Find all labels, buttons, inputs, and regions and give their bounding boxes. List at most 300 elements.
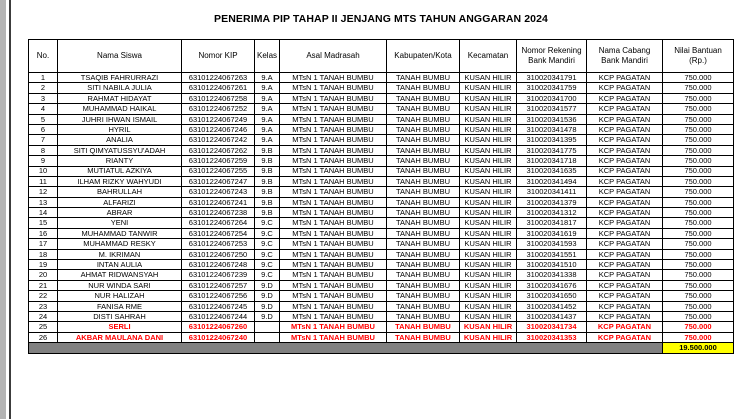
table-row [29, 301, 734, 311]
cell-rek: 310020341536 [517, 114, 587, 124]
cell-rek: 310020341395 [517, 135, 587, 145]
cell-cabang: KCP PAGATAN [587, 291, 663, 301]
cell-kip: 63101224067238 [182, 208, 255, 218]
cell-rek: 310020341312 [517, 208, 587, 218]
cell-nama: AHMAT RIDWANSYAH [58, 270, 182, 280]
cell-cabang: KCP PAGATAN [587, 135, 663, 145]
cell-nilai: 750.000 [663, 166, 734, 176]
cell-nama: NUR HALIZAH [58, 291, 182, 301]
cell-cabang: KCP PAGATAN [587, 73, 663, 83]
total-value: 19.500.000 [663, 343, 734, 353]
cell-kec: KUSAN HILIR [460, 166, 517, 176]
cell-asal: MTsN 1 TANAH BUMBU [280, 270, 387, 280]
cell-asal: MTsN 1 TANAH BUMBU [280, 73, 387, 83]
cell-asal: MTsN 1 TANAH BUMBU [280, 135, 387, 145]
table-row [29, 239, 734, 249]
cell-rek: 310020341718 [517, 156, 587, 166]
table-row [29, 124, 734, 134]
cell-rek: 310020341577 [517, 104, 587, 114]
cell-kip: 63101224067248 [182, 260, 255, 270]
cell-kab: TANAH BUMBU [387, 260, 460, 270]
cell-kelas: 9.A [255, 73, 280, 83]
cell-kelas: 9.D [255, 291, 280, 301]
cell-no: 6 [29, 124, 58, 134]
cell-nilai: 750.000 [663, 311, 734, 321]
cell-rek: 310020341494 [517, 176, 587, 186]
cell-kab: TANAH BUMBU [387, 208, 460, 218]
cell-kelas: 9.B [255, 145, 280, 155]
cell-cabang: KCP PAGATAN [587, 208, 663, 218]
cell-kab: TANAH BUMBU [387, 218, 460, 228]
cell-kelas: 9.D [255, 311, 280, 321]
cell-kec: KUSAN HILIR [460, 145, 517, 155]
cell-nilai: 750.000 [663, 73, 734, 83]
cell-kelas: 9.B [255, 166, 280, 176]
cell-kip: 63101224067255 [182, 166, 255, 176]
cell-kelas [255, 322, 280, 332]
cell-nilai: 750.000 [663, 104, 734, 114]
cell-kec: KUSAN HILIR [460, 249, 517, 259]
cell-kip: 63101224067257 [182, 280, 255, 290]
cell-kec: KUSAN HILIR [460, 197, 517, 207]
cell-nama: HYRIL [58, 124, 182, 134]
table-row [29, 260, 734, 270]
cell-kelas: 9.C [255, 249, 280, 259]
cell-rek: 310020341791 [517, 73, 587, 83]
cell-kelas: 9.A [255, 104, 280, 114]
cell-kec: KUSAN HILIR [460, 114, 517, 124]
cell-no: 24 [29, 311, 58, 321]
table-row [29, 83, 734, 93]
cell-kip: 63101224067242 [182, 135, 255, 145]
cell-no: 17 [29, 239, 58, 249]
cell-kab: TANAH BUMBU [387, 280, 460, 290]
cell-nilai: 750.000 [663, 156, 734, 166]
cell-asal: MTsN 1 TANAH BUMBU [280, 145, 387, 155]
cell-kelas: 9.D [255, 301, 280, 311]
cell-nilai: 750.000 [663, 145, 734, 155]
cell-kip: 63101224067252 [182, 104, 255, 114]
cell-rek: 310020341759 [517, 83, 587, 93]
total-gray-band [29, 343, 663, 353]
table-footer [29, 343, 734, 353]
cell-kip: 63101224067241 [182, 197, 255, 207]
cell-nama: SITI QIMYATUSSYU'ADAH [58, 145, 182, 155]
cell-rek: 310020341650 [517, 291, 587, 301]
cell-cabang: KCP PAGATAN [587, 332, 663, 342]
cell-kip: 63101224067263 [182, 73, 255, 83]
cell-cabang: KCP PAGATAN [587, 166, 663, 176]
cell-no: 15 [29, 218, 58, 228]
cell-kab: TANAH BUMBU [387, 301, 460, 311]
cell-nama: ALFARIZI [58, 197, 182, 207]
cell-kelas: 9.C [255, 239, 280, 249]
cell-no: 1 [29, 73, 58, 83]
cell-asal: MTsN 1 TANAH BUMBU [280, 124, 387, 134]
cell-kelas: 9.B [255, 197, 280, 207]
cell-no: 19 [29, 260, 58, 270]
cell-kab: TANAH BUMBU [387, 311, 460, 321]
cell-nilai: 750.000 [663, 280, 734, 290]
cell-cabang: KCP PAGATAN [587, 322, 663, 332]
cell-kec: KUSAN HILIR [460, 239, 517, 249]
cell-rek: 310020341437 [517, 311, 587, 321]
cell-kab: TANAH BUMBU [387, 145, 460, 155]
cell-kec: KUSAN HILIR [460, 73, 517, 83]
cell-kec: KUSAN HILIR [460, 260, 517, 270]
cell-nama: MUHAMMAD RESKY [58, 239, 182, 249]
header-row [29, 40, 734, 73]
cell-asal: MTsN 1 TANAH BUMBU [280, 176, 387, 186]
cell-nama: AKBAR MAULANA DANI [58, 332, 182, 342]
cell-kab: TANAH BUMBU [387, 135, 460, 145]
table-row [29, 322, 734, 332]
cell-kip: 63101224067256 [182, 291, 255, 301]
cell-kip: 63101224067260 [182, 322, 255, 332]
cell-kab: TANAH BUMBU [387, 239, 460, 249]
table-body [29, 73, 734, 343]
cell-kec: KUSAN HILIR [460, 301, 517, 311]
table-row [29, 104, 734, 114]
cell-no: 11 [29, 176, 58, 186]
cell-no: 7 [29, 135, 58, 145]
cell-nilai: 750.000 [663, 218, 734, 228]
page-edge-strip [0, 0, 6, 419]
cell-kelas [255, 332, 280, 342]
table-row [29, 114, 734, 124]
cell-kelas: 9.C [255, 218, 280, 228]
cell-nama: DISTI SAHRAH [58, 311, 182, 321]
cell-cabang: KCP PAGATAN [587, 145, 663, 155]
table-row [29, 311, 734, 321]
cell-nilai: 750.000 [663, 322, 734, 332]
cell-nama: FANISA RME [58, 301, 182, 311]
cell-cabang: KCP PAGATAN [587, 218, 663, 228]
cell-rek: 310020341478 [517, 124, 587, 134]
cell-nama: BAHRULLAH [58, 187, 182, 197]
cell-kip: 63101224067249 [182, 114, 255, 124]
cell-no: 10 [29, 166, 58, 176]
cell-asal: MTsN 1 TANAH BUMBU [280, 104, 387, 114]
cell-asal: MTsN 1 TANAH BUMBU [280, 301, 387, 311]
cell-asal: MTsN 1 TANAH BUMBU [280, 114, 387, 124]
cell-nilai: 750.000 [663, 208, 734, 218]
cell-kab: TANAH BUMBU [387, 291, 460, 301]
cell-kec: KUSAN HILIR [460, 135, 517, 145]
cell-cabang: KCP PAGATAN [587, 156, 663, 166]
table-row [29, 166, 734, 176]
cell-cabang: KCP PAGATAN [587, 301, 663, 311]
cell-rek: 310020341551 [517, 249, 587, 259]
table-row [29, 135, 734, 145]
cell-kelas: 9.A [255, 83, 280, 93]
cell-kelas: 9.A [255, 124, 280, 134]
cell-kab: TANAH BUMBU [387, 197, 460, 207]
cell-nilai: 750.000 [663, 301, 734, 311]
cell-cabang: KCP PAGATAN [587, 197, 663, 207]
cell-no: 26 [29, 332, 58, 342]
cell-nilai: 750.000 [663, 249, 734, 259]
cell-nama: TSAQIB FAHRURRAZI [58, 73, 182, 83]
col-header-nomor-kip: Nomor KIP [182, 40, 255, 73]
cell-no: 18 [29, 249, 58, 259]
cell-kec: KUSAN HILIR [460, 311, 517, 321]
cell-kab: TANAH BUMBU [387, 322, 460, 332]
cell-nilai: 750.000 [663, 124, 734, 134]
cell-no: 20 [29, 270, 58, 280]
cell-no: 16 [29, 228, 58, 238]
cell-nilai: 750.000 [663, 260, 734, 270]
cell-kelas: 9.C [255, 260, 280, 270]
table-row [29, 145, 734, 155]
cell-kab: TANAH BUMBU [387, 176, 460, 186]
cell-kip: 63101224067262 [182, 145, 255, 155]
cell-nilai: 750.000 [663, 93, 734, 103]
col-header-asal-madrasah: Asal Madrasah [280, 40, 387, 73]
cell-nilai: 750.000 [663, 187, 734, 197]
cell-no: 21 [29, 280, 58, 290]
table-row [29, 218, 734, 228]
cell-kec: KUSAN HILIR [460, 104, 517, 114]
cell-nilai: 750.000 [663, 197, 734, 207]
cell-kip: 63101224067240 [182, 332, 255, 342]
cell-nama: RAHMAT HIDAYAT [58, 93, 182, 103]
cell-kelas: 9.B [255, 208, 280, 218]
cell-kab: TANAH BUMBU [387, 73, 460, 83]
cell-no: 9 [29, 156, 58, 166]
cell-kab: TANAH BUMBU [387, 124, 460, 134]
cell-cabang: KCP PAGATAN [587, 270, 663, 280]
cell-rek: 310020341593 [517, 239, 587, 249]
cell-kelas: 9.A [255, 135, 280, 145]
cell-nama: JUHRI IHWAN ISMAIL [58, 114, 182, 124]
cell-kelas: 9.C [255, 228, 280, 238]
cell-cabang: KCP PAGATAN [587, 124, 663, 134]
cell-kelas: 9.A [255, 114, 280, 124]
cell-asal: MTsN 1 TANAH BUMBU [280, 239, 387, 249]
document-sheet [28, 0, 734, 354]
cell-no: 4 [29, 104, 58, 114]
cell-nama: MUHAMMAD HAIKAL [58, 104, 182, 114]
cell-kab: TANAH BUMBU [387, 270, 460, 280]
cell-nilai: 750.000 [663, 114, 734, 124]
cell-nilai: 750.000 [663, 332, 734, 342]
cell-cabang: KCP PAGATAN [587, 187, 663, 197]
cell-kelas: 9.B [255, 156, 280, 166]
cell-asal: MTsN 1 TANAH BUMBU [280, 249, 387, 259]
cell-no: 22 [29, 291, 58, 301]
table-row [29, 228, 734, 238]
cell-nilai: 750.000 [663, 83, 734, 93]
cell-cabang: KCP PAGATAN [587, 260, 663, 270]
table-row [29, 270, 734, 280]
cell-kec: KUSAN HILIR [460, 280, 517, 290]
table-row [29, 156, 734, 166]
cell-kab: TANAH BUMBU [387, 156, 460, 166]
cell-kab: TANAH BUMBU [387, 187, 460, 197]
cell-no: 2 [29, 83, 58, 93]
cell-kec: KUSAN HILIR [460, 270, 517, 280]
cell-nama: YENI [58, 218, 182, 228]
cell-asal: MTsN 1 TANAH BUMBU [280, 156, 387, 166]
table-row [29, 208, 734, 218]
col-header-nomor-rekening: Nomor Rekening Bank Mandiri [517, 40, 587, 73]
cell-kip: 63101224067239 [182, 270, 255, 280]
cell-asal: MTsN 1 TANAH BUMBU [280, 83, 387, 93]
cell-kip: 63101224067244 [182, 311, 255, 321]
cell-cabang: KCP PAGATAN [587, 114, 663, 124]
recipients-table [28, 39, 734, 354]
cell-nilai: 750.000 [663, 228, 734, 238]
cell-kec: KUSAN HILIR [460, 322, 517, 332]
cell-nama: SITI NABILA JULIA [58, 83, 182, 93]
cell-kip: 63101224067246 [182, 124, 255, 134]
table-row [29, 197, 734, 207]
cell-no: 13 [29, 197, 58, 207]
cell-kec: KUSAN HILIR [460, 176, 517, 186]
cell-cabang: KCP PAGATAN [587, 104, 663, 114]
cell-cabang: KCP PAGATAN [587, 249, 663, 259]
cell-cabang: KCP PAGATAN [587, 239, 663, 249]
cell-cabang: KCP PAGATAN [587, 280, 663, 290]
table-row [29, 176, 734, 186]
cell-asal: MTsN 1 TANAH BUMBU [280, 322, 387, 332]
col-header-nama-siswa: Nama Siswa [58, 40, 182, 73]
cell-nama: ABRAR [58, 208, 182, 218]
cell-kelas: 9.C [255, 270, 280, 280]
cell-kab: TANAH BUMBU [387, 114, 460, 124]
cell-asal: MTsN 1 TANAH BUMBU [280, 228, 387, 238]
cell-rek: 310020341411 [517, 187, 587, 197]
cell-cabang: KCP PAGATAN [587, 311, 663, 321]
cell-kec: KUSAN HILIR [460, 93, 517, 103]
page-title: PENERIMA PIP TAHAP II JENJANG MTS TAHUN ANGGARAN 2024 [214, 13, 548, 25]
table-header [29, 40, 734, 73]
cell-kec: KUSAN HILIR [460, 83, 517, 93]
cell-asal: MTsN 1 TANAH BUMBU [280, 218, 387, 228]
cell-rek: 310020341734 [517, 322, 587, 332]
cell-kec: KUSAN HILIR [460, 156, 517, 166]
table-row [29, 332, 734, 342]
cell-kab: TANAH BUMBU [387, 83, 460, 93]
cell-rek: 310020341452 [517, 301, 587, 311]
cell-no: 5 [29, 114, 58, 124]
cell-asal: MTsN 1 TANAH BUMBU [280, 166, 387, 176]
cell-asal: MTsN 1 TANAH BUMBU [280, 260, 387, 270]
cell-nama: MUHAMMAD TANWIR [58, 228, 182, 238]
cell-kip: 63101224067243 [182, 187, 255, 197]
cell-nama: MUTIATUL AZKIYA [58, 166, 182, 176]
cell-nilai: 750.000 [663, 135, 734, 145]
cell-kec: KUSAN HILIR [460, 124, 517, 134]
table-row [29, 291, 734, 301]
cell-kab: TANAH BUMBU [387, 104, 460, 114]
cell-kelas: 9.B [255, 187, 280, 197]
cell-cabang: KCP PAGATAN [587, 176, 663, 186]
cell-nama: SERLI [58, 322, 182, 332]
cell-kip: 63101224067258 [182, 93, 255, 103]
cell-nama: NUR WINDA SARI [58, 280, 182, 290]
cell-kip: 63101224067253 [182, 239, 255, 249]
cell-rek: 310020341700 [517, 93, 587, 103]
cell-nama: RIANTY [58, 156, 182, 166]
cell-nilai: 750.000 [663, 176, 734, 186]
cell-asal: MTsN 1 TANAH BUMBU [280, 208, 387, 218]
cell-no: 12 [29, 187, 58, 197]
table-row [29, 249, 734, 259]
cell-asal: MTsN 1 TANAH BUMBU [280, 332, 387, 342]
cell-cabang: KCP PAGATAN [587, 228, 663, 238]
cell-kab: TANAH BUMBU [387, 332, 460, 342]
cell-asal: MTsN 1 TANAH BUMBU [280, 291, 387, 301]
cell-kip: 63101224067250 [182, 249, 255, 259]
table-row [29, 73, 734, 83]
cell-rek: 310020341817 [517, 218, 587, 228]
cell-kab: TANAH BUMBU [387, 228, 460, 238]
cell-nama: ILHAM RIZKY WAHYUDI [58, 176, 182, 186]
cell-nama: M. IKRIMAN [58, 249, 182, 259]
cell-kec: KUSAN HILIR [460, 291, 517, 301]
cell-cabang: KCP PAGATAN [587, 93, 663, 103]
cell-rek: 310020341619 [517, 228, 587, 238]
col-header-kabupaten-kota: Kabupaten/Kota [387, 40, 460, 73]
cell-asal: MTsN 1 TANAH BUMBU [280, 280, 387, 290]
cell-rek: 310020341676 [517, 280, 587, 290]
cell-nilai: 750.000 [663, 239, 734, 249]
cell-kab: TANAH BUMBU [387, 166, 460, 176]
cell-rek: 310020341353 [517, 332, 587, 342]
cell-nama: INTAN AULIA [58, 260, 182, 270]
cell-kec: KUSAN HILIR [460, 187, 517, 197]
cell-no: 8 [29, 145, 58, 155]
table-row [29, 280, 734, 290]
table-row [29, 93, 734, 103]
cell-nama: ANALIA [58, 135, 182, 145]
cell-kip: 63101224067245 [182, 301, 255, 311]
cell-kip: 63101224067259 [182, 156, 255, 166]
col-header-kelas: Kelas [255, 40, 280, 73]
cell-kip: 63101224067264 [182, 218, 255, 228]
cell-kip: 63101224067254 [182, 228, 255, 238]
cell-rek: 310020341379 [517, 197, 587, 207]
cell-kab: TANAH BUMBU [387, 93, 460, 103]
cell-asal: MTsN 1 TANAH BUMBU [280, 197, 387, 207]
cell-kec: KUSAN HILIR [460, 218, 517, 228]
cell-kec: KUSAN HILIR [460, 208, 517, 218]
cell-no: 14 [29, 208, 58, 218]
cell-rek: 310020341775 [517, 145, 587, 155]
col-header-kecamatan: Kecamatan [460, 40, 517, 73]
cell-cabang: KCP PAGATAN [587, 83, 663, 93]
cell-kec: KUSAN HILIR [460, 228, 517, 238]
cell-asal: MTsN 1 TANAH BUMBU [280, 93, 387, 103]
col-header-nama-cabang: Nama Cabang Bank Mandiri [587, 40, 663, 73]
cell-kip: 63101224067247 [182, 176, 255, 186]
cell-rek: 310020341338 [517, 270, 587, 280]
cell-rek: 310020341510 [517, 260, 587, 270]
cell-no: 25 [29, 322, 58, 332]
cell-kec: KUSAN HILIR [460, 332, 517, 342]
cell-kip: 63101224067261 [182, 83, 255, 93]
table-row [29, 187, 734, 197]
cell-asal: MTsN 1 TANAH BUMBU [280, 187, 387, 197]
cell-no: 3 [29, 93, 58, 103]
total-row [29, 343, 734, 353]
cell-kelas: 9.D [255, 280, 280, 290]
cell-nilai: 750.000 [663, 270, 734, 280]
col-header-nilai-bantuan: Nilai Bantuan (Rp.) [663, 40, 734, 73]
page-edge-line [9, 0, 11, 419]
